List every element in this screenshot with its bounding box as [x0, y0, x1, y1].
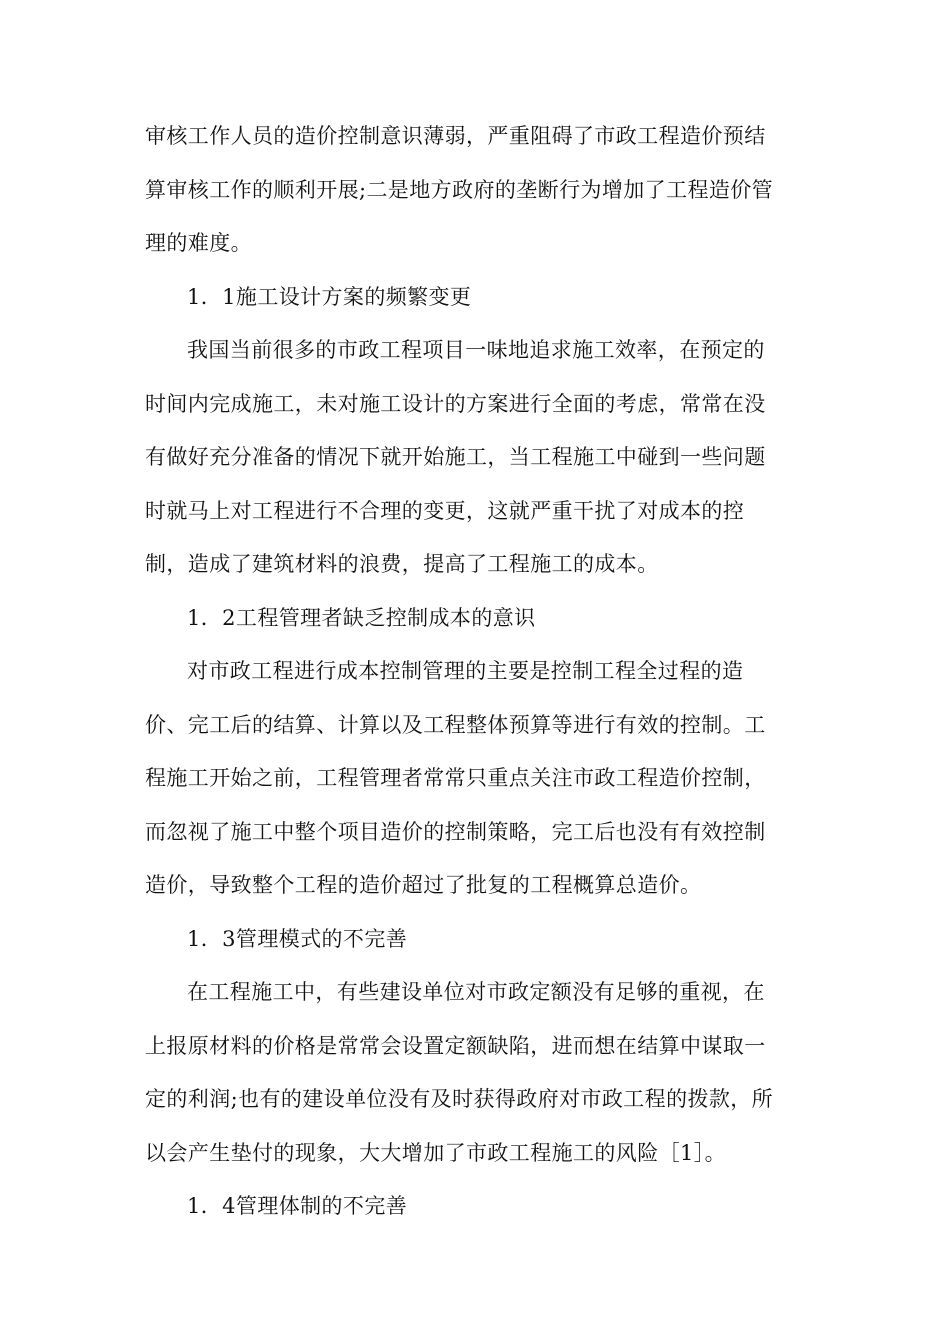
paragraph-line: 定的利润;也有的建设单位没有及时获得政府对市政工程的拨款，所 [145, 1087, 774, 1111]
paragraph-line: 造价，导致整个工程的造价超过了批复的工程概算总造价。 [145, 873, 702, 897]
paragraph-line: 审核工作人员的造价控制意识薄弱，严重阻碍了市政工程造价预结 [145, 124, 766, 148]
section-heading-1-3: 1．3管理模式的不完善 [187, 926, 408, 951]
paragraph-line: 算审核工作的顺利开展;二是地方政府的垄断行为增加了工程造价管 [145, 177, 774, 202]
paragraph-line: 程施工开始之前，工程管理者常常只重点关注市政工程造价控制， [145, 766, 766, 790]
section-heading-1-4: 1．4管理体制的不完善 [187, 1194, 408, 1218]
paragraph-line: 时间内完成施工，未对施工设计的方案进行全面的考虑，常常在没 [145, 391, 766, 416]
paragraph-line: 而忽视了施工中整个项目造价的控制策略，完工后也没有有效控制 [145, 819, 766, 844]
section-heading-1-1: 1．1施工设计方案的频繁变更 [187, 284, 472, 309]
paragraph-line: 上报原材料的价格是常常会设置定额缺陷，进而想在结算中谋取一 [145, 1033, 766, 1058]
paragraph-line: 时就马上对工程进行不合理的变更，这就严重干扰了对成本的控 [145, 498, 745, 523]
paragraph-line: 制，造成了建筑材料的浪费，提高了工程施工的成本。 [145, 552, 659, 576]
paragraph-line: 对市政工程进行成本控制管理的主要是控制工程全过程的造 [187, 659, 744, 683]
paragraph-line: 我国当前很多的市政工程项目一味地追求施工效率，在预定的 [187, 338, 765, 362]
paragraph-line: 在工程施工中，有些建设单位对市政定额没有足够的重视，在 [187, 980, 765, 1004]
section-heading-1-2: 1．2工程管理者缺乏控制成本的意识 [187, 605, 536, 630]
paragraph-line: 理的难度。 [145, 231, 252, 255]
paragraph-line: 有做好充分准备的情况下就开始施工，当工程施工中碰到一些问题 [145, 445, 766, 469]
document-body [145, 110, 805, 1234]
paragraph-line: 价、完工后的结算、计算以及工程整体预算等进行有效的控制。工 [145, 712, 766, 737]
paragraph-line: 以会产生垫付的现象，大大增加了市政工程施工的风险［1］。 [145, 1140, 727, 1165]
